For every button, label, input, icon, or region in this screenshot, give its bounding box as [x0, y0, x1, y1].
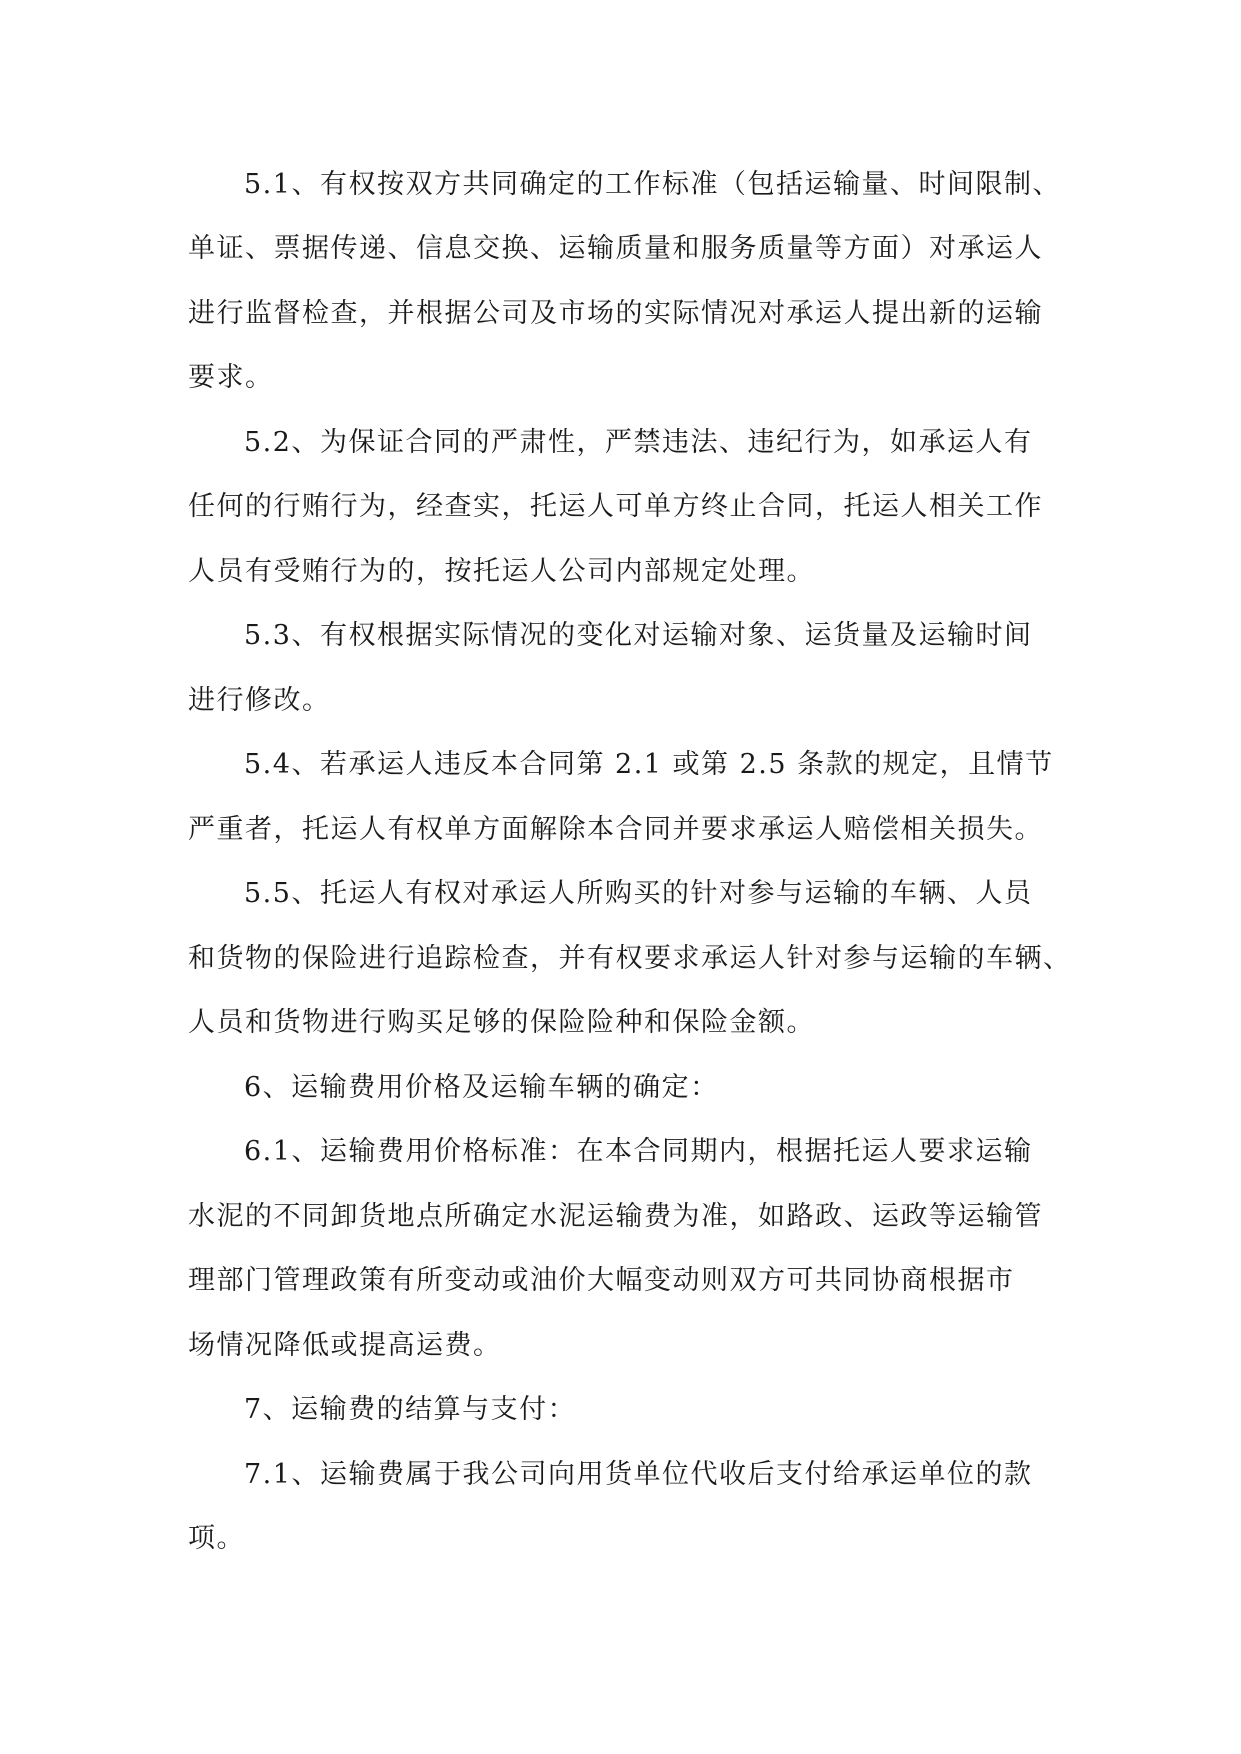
- clause-5-5-line-2: 和货物的保险进行追踪检查，并有权要求承运人针对参与运输的车辆、: [188, 943, 1072, 974]
- clause-6-1-line-4: 场情况降低或提高运费。: [188, 1330, 502, 1361]
- section-6-heading: 6、运输费用价格及运输车辆的确定：: [244, 1072, 719, 1103]
- clause-5-1-line-1: 5.1、有权按双方共同确定的工作标准（包括运输量、时间限制、: [244, 169, 1061, 200]
- section-7-heading: 7、运输费的结算与支付：: [244, 1394, 577, 1425]
- clause-5-4-line-1: 5.4、若承运人违反本合同第 2.1 或第 2.5 条款的规定，且情节: [244, 749, 1054, 780]
- clause-5-5-line-1: 5.5、托运人有权对承运人所购买的针对参与运输的车辆、人员: [244, 878, 1033, 909]
- clause-5-1-line-3: 进行监督检查，并根据公司及市场的实际情况对承运人提出新的运输: [188, 298, 1043, 329]
- clause-7-1-line-2: 项。: [188, 1523, 245, 1554]
- clause-7-1-line-1: 7.1、运输费属于我公司向用货单位代收后支付给承运单位的款: [244, 1459, 1033, 1490]
- clause-5-1-line-4: 要求。: [188, 362, 274, 393]
- clause-6-1-line-3: 理部门管理政策有所变动或油价大幅变动则双方可共同协商根据市: [188, 1265, 1015, 1296]
- clause-5-3-line-1: 5.3、有权根据实际情况的变化对运输对象、运货量及运输时间: [244, 620, 1033, 651]
- clause-5-4-line-2: 严重者，托运人有权单方面解除本合同并要求承运人赔偿相关损失。: [188, 814, 1043, 845]
- clause-5-3-line-2: 进行修改。: [188, 685, 331, 716]
- clause-5-2-line-3: 人员有受贿行为的，按托运人公司内部规定处理。: [188, 556, 815, 587]
- clause-5-1-line-2: 单证、票据传递、信息交换、运输质量和服务质量等方面）对承运人: [188, 233, 1043, 264]
- clause-6-1-line-2: 水泥的不同卸货地点所确定水泥运输费为准，如路政、运政等运输管: [188, 1201, 1043, 1232]
- clause-5-2-line-1: 5.2、为保证合同的严肃性，严禁违法、违纪行为，如承运人有: [244, 427, 1033, 458]
- clause-5-5-line-3: 人员和货物进行购买足够的保险险种和保险金额。: [188, 1007, 815, 1038]
- clause-5-2-line-2: 任何的行贿行为，经查实，托运人可单方终止合同，托运人相关工作: [188, 491, 1043, 522]
- clause-6-1-line-1: 6.1、运输费用价格标准：在本合同期内，根据托运人要求运输: [244, 1136, 1033, 1167]
